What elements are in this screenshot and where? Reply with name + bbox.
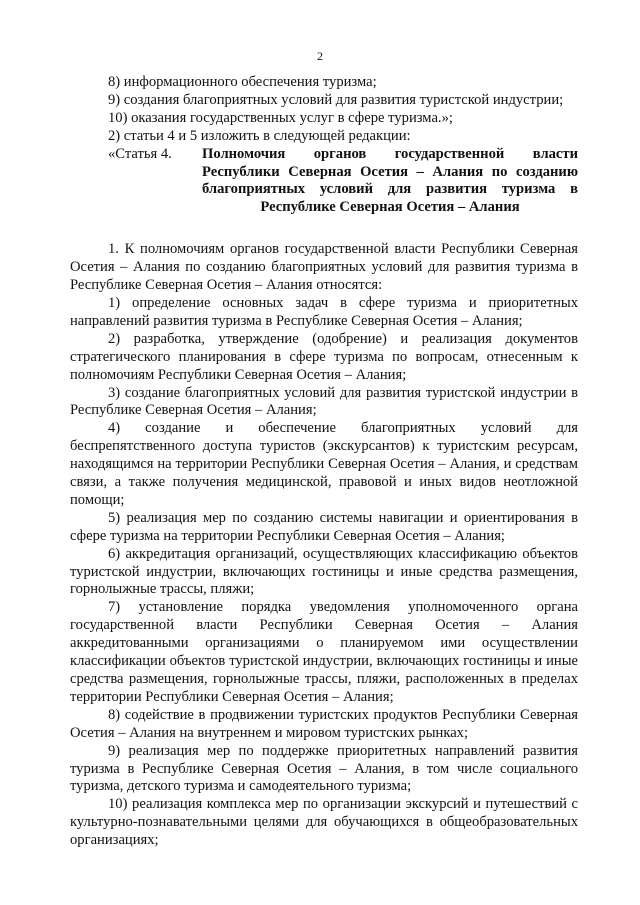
clause-1-lead: 1. К полномочиям органов государственной власти Республики Северная Осетия – Алания по созданию благоприятных условий для развития туризма в Республике Северная Осетия – Алания относятся: bbox=[70, 241, 578, 294]
document-body bbox=[70, 74, 578, 850]
clause-1-item-2: 2) разработка, утверждение (одобрение) и реализация документов стратегического планирования в сфере туризма по вопросам, отнесенным к полномочиям Республики Северная Осетия – Алания; bbox=[70, 330, 578, 383]
clause-1-item-7: 7) установление порядка уведомления уполномоченного органа государственной власти Республики Северная Осетия – Алания аккредитованными организациями о планируемом ими осуществлении классификации объектов туристской индустрии, включающих гостиницы и иные средства размещения, горнолыжные трассы, пляжи, расположенных в пределах территории Республики Северная Осетия – Алания; bbox=[70, 599, 578, 705]
clause-1-item-3: 3) создание благоприятных условий для развития туристской индустрии в Республике Северная Осетия – Алания; bbox=[70, 384, 578, 419]
article-heading bbox=[70, 146, 578, 218]
clause-1-item-1: 1) определение основных задач в сфере туризма и приоритетных направлений развития туризма в Республике Северная Осетия – Алания; bbox=[70, 294, 578, 329]
intro-item-10: 10) оказания государственных услуг в сфере туризма.»; bbox=[108, 109, 453, 126]
clause-1-item-8: 8) содействие в продвижении туристских продуктов Республики Северная Осетия – Алания на внутреннем и мировом туристских рынках; bbox=[70, 706, 578, 741]
page-number: 2 bbox=[317, 49, 323, 63]
spacer bbox=[70, 217, 578, 241]
clause-1-item-9: 9) реализация мер по поддержке приоритетных направлений развития туризма в Республике Северная Осетия – Алания, в том числе социального туризма, детского туризма и самодеятельного туризма; bbox=[70, 742, 578, 795]
article-title: Полномочия органов государственной власти Республики Северная Осетия – Алания по созданию благоприятных условий для развития туризма в Республике Северная Осетия – Алания bbox=[202, 145, 578, 216]
intro-item-9: 9) создания благоприятных условий для развития туристской индустрии; bbox=[108, 91, 564, 108]
amendment-item-2: 2) статьи 4 и 5 изложить в следующей редакции: bbox=[108, 127, 411, 144]
article-label: «Статья 4. bbox=[108, 145, 172, 162]
clause-1-item-5: 5) реализация мер по созданию системы навигации и ориентирования в сфере туризма на территории Республики Северная Осетия – Алания; bbox=[70, 509, 578, 544]
clause-1-item-4: 4) создание и обеспечение благоприятных условий для беспрепятственного доступа туристов (экскурсантов) к туристским ресурсам, находящимся на территории Республики Северная Осетия – Алания, и средствам связи, а также получения медицинской, правовой и иных видов неотложной помощи; bbox=[70, 420, 578, 508]
clause-1-item-10: 10) реализация комплекса мер по организации экскурсий и путешествий с культурно-познавательными целями для обучающихся в общеобразовательных организациях; bbox=[70, 796, 578, 849]
clause-1-item-6: 6) аккредитация организаций, осуществляющих классификацию объектов туристской индустрии, включающих гостиницы и иные средства размещения, горнолыжные трассы, пляжи; bbox=[70, 545, 578, 598]
intro-item-8: 8) информационного обеспечения туризма; bbox=[108, 74, 377, 90]
